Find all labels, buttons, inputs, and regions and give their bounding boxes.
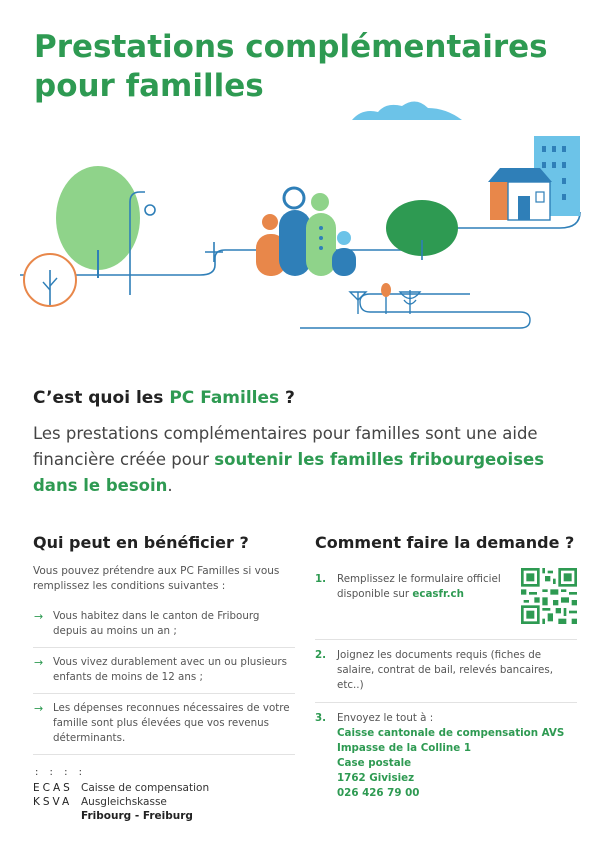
qr-code-icon[interactable] xyxy=(521,568,577,624)
ecas-logo xyxy=(33,765,253,825)
family-icon xyxy=(256,188,356,276)
address-line: Caisse cantonale de compensation AVS xyxy=(337,727,565,739)
address-line: Impasse de la Colline 1 xyxy=(337,742,471,754)
application-heading: Comment faire la demande ? xyxy=(315,533,575,552)
step-1: 1. Remplissez le formulaire officiel disponible sur ecasfr.ch xyxy=(315,564,577,640)
eligibility-section xyxy=(33,533,295,755)
eligibility-list xyxy=(33,602,295,755)
list-item: → Vous vivez durablement avec un ou plusieurs enfants de moins de 12 ans ; xyxy=(33,648,295,694)
list-item: → Les dépenses reconnues nécessaires de votre famille sont plus élevées que vos revenus déterminants. xyxy=(33,694,295,755)
building-icon xyxy=(488,136,580,220)
step-3: 3. Envoyez le tout à : Caisse cantonale de compensation AVS Impasse de la Colline 1 Case postale 1762 Givisiez 026 426 79 00 xyxy=(315,703,577,810)
step-2: 2. Joignez les documents requis (fiches de salaire, contrat de bail, relevés bancaires, etc..) xyxy=(315,640,577,703)
intro-heading: C’est quoi les PC Familles ? xyxy=(33,388,295,408)
arrow-right-icon: → xyxy=(34,656,44,669)
intro-text-highlight: soutenir les familles fribourgeoises dans le besoin xyxy=(33,450,545,495)
title-line-2: pour familles xyxy=(34,68,264,104)
logo-abbr-fr: ECAS xyxy=(33,782,73,794)
list-item: → Vous habitez dans le canton de Fribourg depuis au moins un an ; xyxy=(33,602,295,648)
logo-abbr-de: KSVA xyxy=(33,796,73,808)
arrow-right-icon: → xyxy=(34,610,44,623)
address-line: 1762 Givisiez xyxy=(337,772,415,784)
website-link[interactable]: ecasfr.ch xyxy=(412,588,464,600)
intro-heading-highlight: PC Familles xyxy=(169,388,280,408)
eligibility-lead: Vous pouvez prétendre aux PC Familles si vous remplissez les conditions suivantes : xyxy=(33,565,280,592)
arrow-right-icon: → xyxy=(34,702,44,715)
intro-text: Les prestations complémentaires pour familles sont une aide financière créée pour soutenir les familles fribourgeoises dans le besoin. xyxy=(33,424,545,495)
logo-dots-icon: : : : : xyxy=(35,767,87,778)
logo-location: Fribourg - Freiburg xyxy=(81,810,193,822)
application-steps xyxy=(315,564,577,810)
address-line: Case postale xyxy=(337,757,412,769)
logo-name-de: Ausgleichskasse xyxy=(81,796,167,808)
family-illustration xyxy=(0,100,600,340)
application-section xyxy=(315,533,577,810)
logo-name-fr: Caisse de compensation xyxy=(81,782,210,794)
cloud-icon xyxy=(352,101,462,120)
eligibility-heading: Qui peut en bénéficier ? xyxy=(33,533,249,552)
title-line-1: Prestations complémentaires xyxy=(34,29,548,65)
page-title xyxy=(34,28,574,106)
phone-number: 026 426 79 00 xyxy=(337,787,420,799)
